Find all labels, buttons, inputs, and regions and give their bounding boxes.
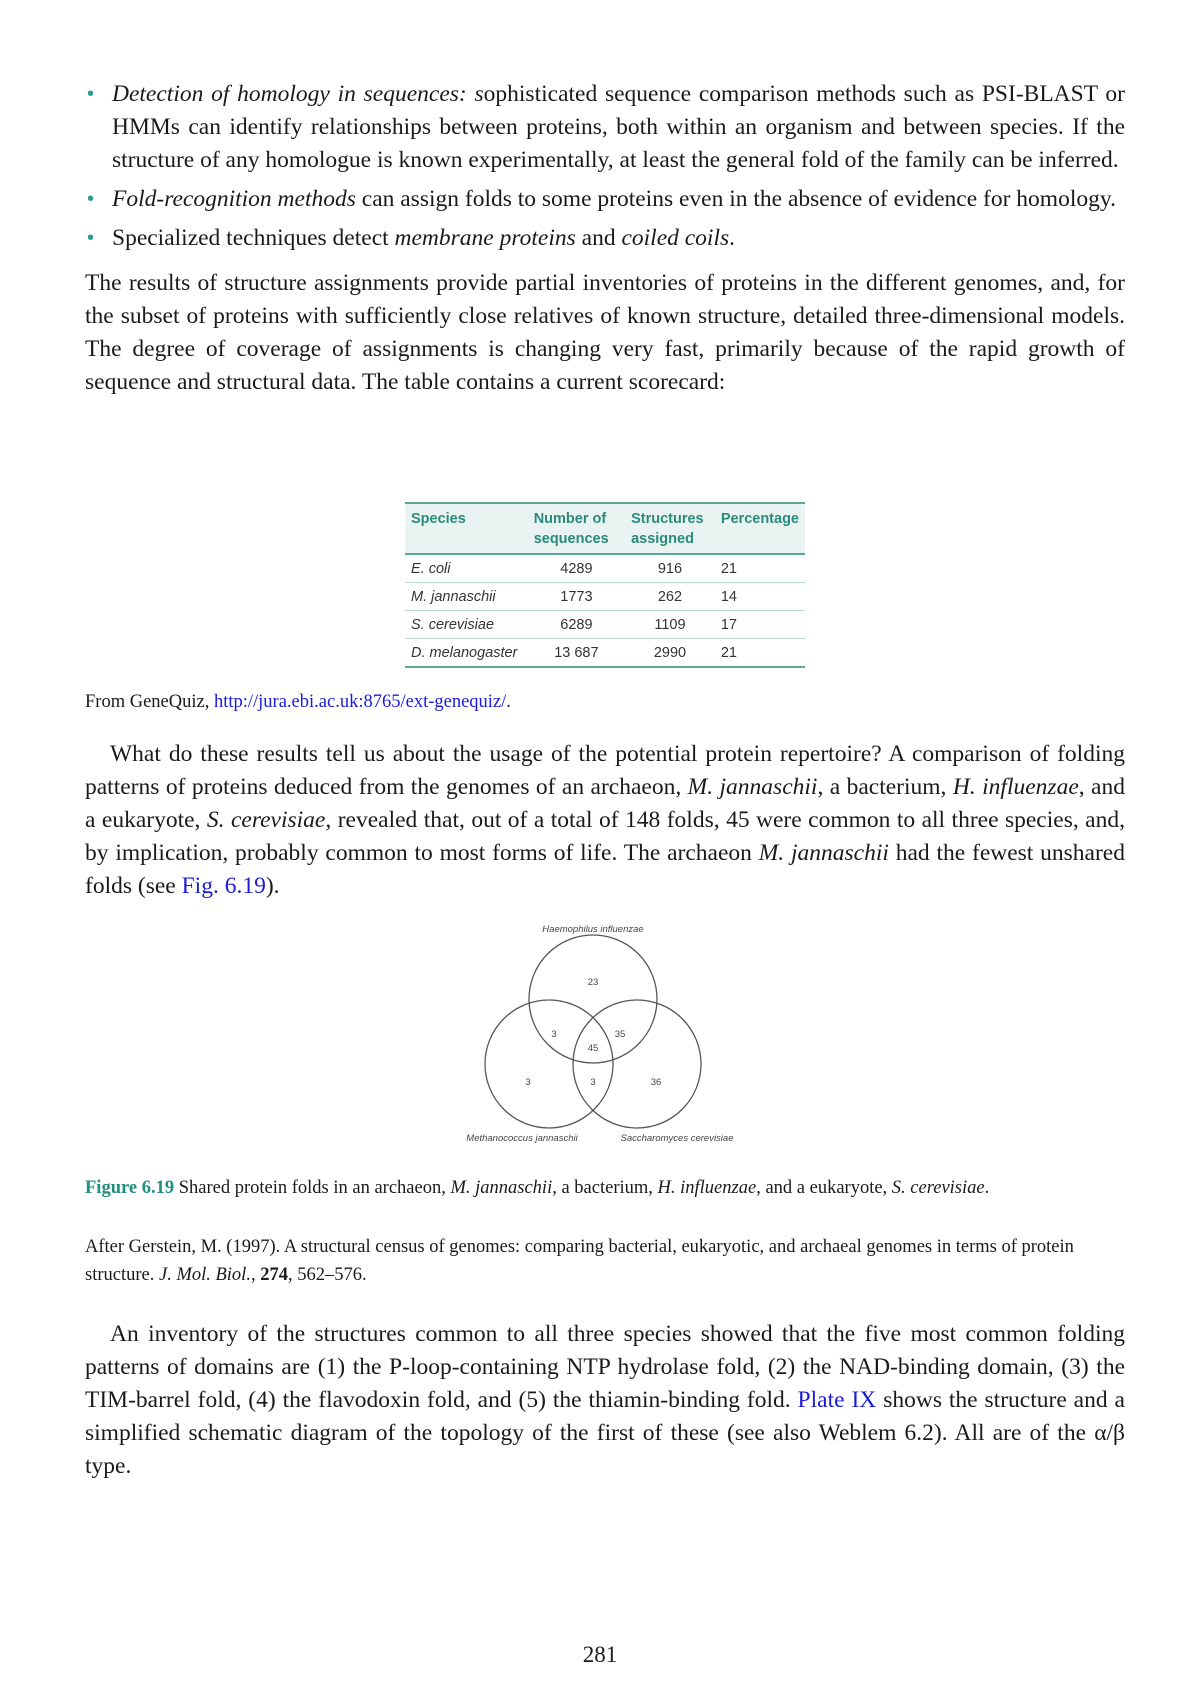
table-row — [405, 583, 805, 611]
bullet-term: coiled coils — [621, 225, 730, 251]
scorecard-table-container — [405, 502, 805, 668]
cell-percentage: 21 — [715, 639, 805, 668]
page-number: 281 — [582, 1642, 618, 1667]
list-item — [85, 78, 1125, 177]
region-m-only: 3 — [525, 1077, 531, 1088]
cell-species: E. coli — [405, 554, 528, 583]
bullet-text: ophisticated sequence comparison methods such as PSI-BLAST or HMMs can identify relationships between proteins, both within an organism and between species. If the structure of any homologue is known experimentally, at least the general fold of the family can be inferred. — [112, 81, 1125, 173]
genequiz-link[interactable]: http://jura.ebi.ac.uk:8765/ext-genequiz/ — [213, 692, 507, 712]
scorecard-table — [405, 502, 805, 668]
bullet-term: membrane proteins — [394, 225, 576, 251]
paragraph-scorecard-intro: The results of structure assignments provide partial inventories of proteins in the different genomes, and, for the subset of proteins with sufficiently close relatives of known structure, detailed three-dimensional models. The degree of coverage of assignments is changing very fast, primarily because of the rapid growth of sequence and structural data. The table contains a current scorecard: — [85, 270, 1125, 395]
cell-species: D. melanogaster — [405, 639, 528, 668]
method-list — [85, 78, 1125, 255]
label-saccharomyces: Saccharomyces cerevisiae — [620, 1133, 734, 1144]
list-item — [85, 222, 1125, 255]
region-h-only: 23 — [587, 977, 599, 988]
table-row — [405, 554, 805, 583]
region-h-s: 35 — [614, 1029, 626, 1040]
cell-sequences: 1773 — [528, 583, 625, 611]
bullet-term: Detection of homology in sequences: s — [112, 81, 484, 107]
paragraph-common-folds: An inventory of the structures common to all three species showed that the five most common folding patterns of domains are (1) the P-loop-containing NTP hydrolase fold, (2) the NAD-binding domain, (3) the TIM-barrel fold, (4) the flavodoxin fold, and (5) the thiamin-binding fold. Plate IX shows the structure and a simplified schematic diagram of the topology of the first of these (see also Weblem 6.2). All are of the α/β type. — [85, 1321, 1125, 1479]
cell-sequences: 4289 — [528, 554, 625, 583]
bullet-text: . — [729, 225, 736, 251]
cell-structures: 262 — [625, 583, 715, 611]
figure-credit: After Gerstein, M. (1997). A structural census of genomes: comparing bacterial, eukaryotic, and archaeal genomes in terms of protein structure. J. Mol. Biol., 274, 562–576. — [85, 1237, 1074, 1285]
paragraph-repertoire: What do these results tell us about the usage of the potential protein repertoire? A comparison of folding patterns of proteins deduced from the genomes of an archaeon, M. jannaschii, a bacterium, H. influenzae, and a eukaryote, S. cerevisiae, revealed that, out of a total of 148 folds, 45 were common to all three species, and, by implication, probably common to most forms of life. The archaeon M. jannaschii had the fewest unshared folds (see Fig. 6.19). — [85, 741, 1125, 899]
figure-label: Figure 6.19 — [85, 1178, 175, 1198]
page-body — [85, 78, 1125, 399]
region-all: 45 — [587, 1043, 599, 1054]
bullet-icon: • — [87, 227, 95, 249]
bullet-text: can assign folds to some proteins even in the absence of evidence for homology. — [355, 186, 1116, 212]
label-methanococcus: Methanococcus jannaschii — [466, 1133, 578, 1144]
column-header-structures: Structures assigned — [631, 511, 704, 547]
label-haemophilus: Haemophilus influenzae — [542, 924, 644, 935]
cell-structures: 916 — [625, 554, 715, 583]
cell-sequences: 6289 — [528, 611, 625, 639]
circle-methanococcus — [485, 1000, 613, 1128]
bullet-text: and — [575, 225, 622, 251]
list-item — [85, 183, 1125, 216]
figure-6-19-link[interactable]: Fig. 6.19 — [181, 873, 266, 899]
bullet-term: Fold-recognition methods — [112, 186, 356, 212]
venn-diagram — [460, 920, 760, 1160]
cell-species: M. jannaschii — [405, 583, 528, 611]
cell-percentage: 21 — [715, 554, 805, 583]
source-suffix: . — [506, 692, 511, 712]
venn-diagram-figure — [460, 920, 760, 1160]
region-m-s: 3 — [590, 1077, 596, 1088]
circle-saccharomyces — [573, 1000, 701, 1128]
cell-percentage: 17 — [715, 611, 805, 639]
cell-species: S. cerevisiae — [405, 611, 528, 639]
table-row — [405, 611, 805, 639]
bullet-icon: • — [87, 83, 95, 105]
table-source — [85, 692, 511, 713]
column-header-sequences: Number of sequences — [533, 511, 609, 547]
cell-structures: 2990 — [625, 639, 715, 668]
column-header-percentage: Percentage — [720, 511, 799, 527]
cell-structures: 1109 — [625, 611, 715, 639]
source-prefix: From GeneQuiz, — [85, 692, 214, 712]
table-row — [405, 639, 805, 668]
cell-percentage: 14 — [715, 583, 805, 611]
table-header-row — [405, 503, 805, 554]
region-h-m: 3 — [551, 1029, 557, 1040]
bullet-icon: • — [87, 188, 95, 210]
column-header-species: Species — [411, 511, 466, 527]
figure-caption: Figure 6.19 Shared protein folds in an archaeon, M. jannaschii, a bacterium, H. influenzae, and a eukaryote, S. cerevisiae. — [85, 1178, 990, 1198]
cell-sequences: 13 687 — [528, 639, 625, 668]
plate-ix-link[interactable]: Plate IX — [797, 1387, 877, 1413]
bullet-text: Specialized techniques detect — [112, 225, 395, 251]
region-s-only: 36 — [650, 1077, 662, 1088]
